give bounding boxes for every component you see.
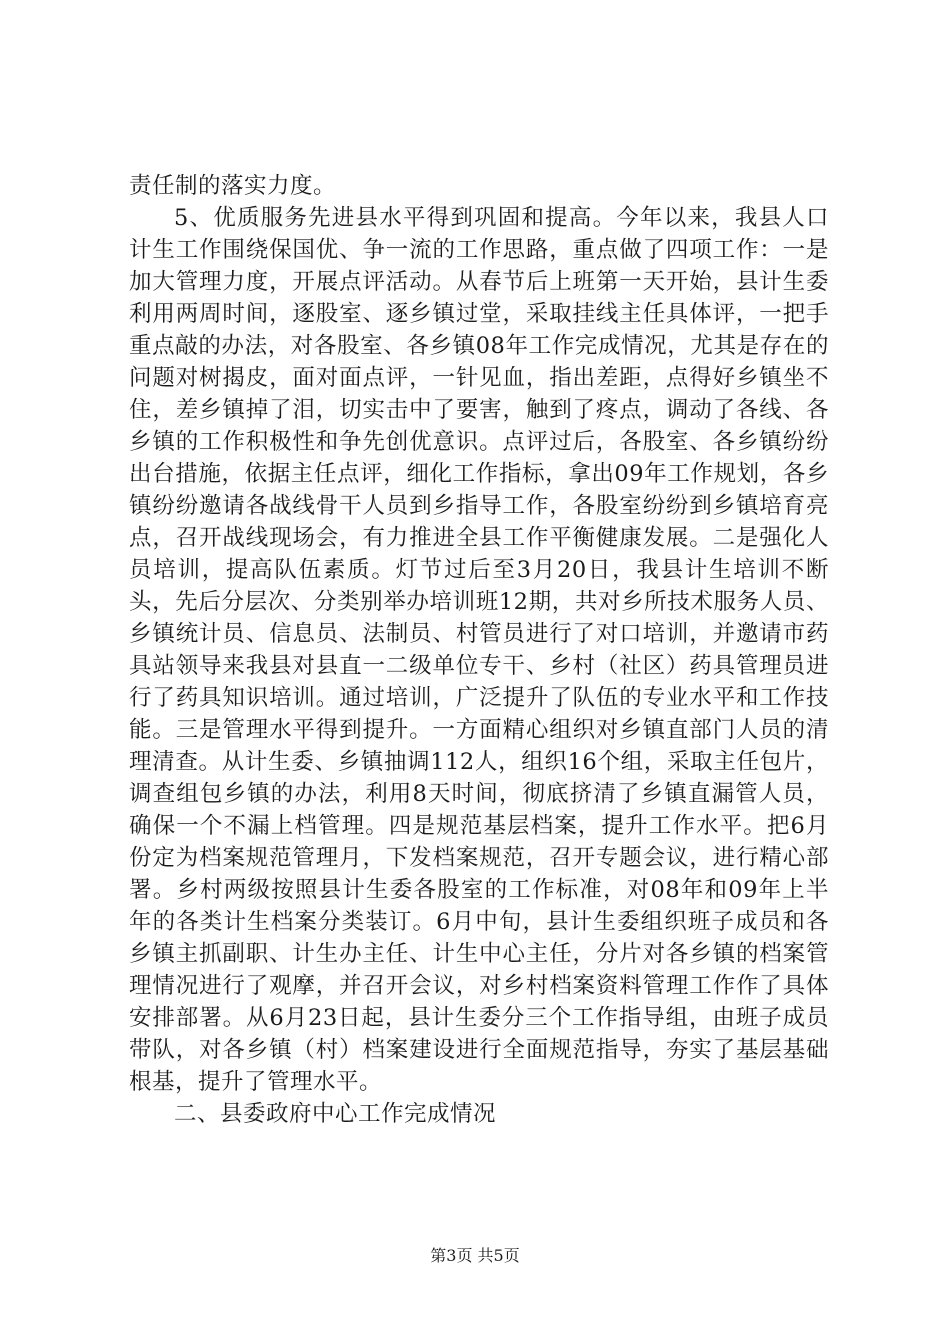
page-footer: 第3页 共5页 [430,1246,520,1265]
paragraph-service-county: 5、优质服务先进县水平得到巩固和提高。今年以来，我县人口计生工作围绕保国优、争一流的工作思路，重点做了四项工作：一是加大管理力度，开展点评活动。从春节后上班第一天开始，县计生委利用两周时间，逐股室、逐乡镇过堂，采取挂线主任具体评，一把手重点敲的办法，对各股室、各乡镇08年工作完成情况，尤其是存在的问题对树揭皮，面对面点评，一针见血，指出差距，点得好乡镇坐不住，差乡镇掉了泪，切实击中了要害，触到了疼点，调动了各线、各乡镇的工作积极性和争先创优意识。点评过后，各股室、各乡镇纷纷出台措施，依据主任点评，细化工作指标，拿出09年工作规划，各乡镇纷纷邀请各战线骨干人员到乡指导工作，各股室纷纷到乡镇培育亮点，召开战线现场会，有力推进全县工作平衡健康发展。二是强化人员培训，提高队伍素质。灯节过后至3月20日，我县计生培训不断头，先后分层次、分类别举办培训班12期，共对乡所技术服务人员、乡镇统计员、信息员、法制员、村管员进行了对口培训，并邀请市药具站领导来我县对县直一二级单位专干、乡村（社区）药具管理员进行了药具知识培训。通过培训，广泛提升了队伍的专业水平和工作技能。三是管理水平得到提升。一方面精心组织对乡镇直部门人员的清理清查。从计生委、乡镇抽调112人，组织16个组，采取主任包片，调查组包乡镇的办法，利用8天时间，彻底挤清了乡镇直漏管人员，确保一个不漏上档管理。四是规范基层档案，提升工作水平。把6月份定为档案规范管理月，下发档案规范，召开专题会议，进行精心部署。乡村两级按照县计生委各股室的工作标准，对08年和09年上半年的各类计生档案分类装订。6月中旬，县计生委组织班子成员和各乡镇主抓副职、计生办主任、计生中心主任，分片对各乡镇的档案管理情况进行了观摩，并召开会议，对乡村档案资料管理工作作了具体安排部署。从6月23日起，县计生委分三个工作指导组，由班子成员带队，对各乡镇（村）档案建设进行全面规范指导，夯实了基层基础根基，提升了管理水平。 [129,205,829,1095]
document-body [129,170,829,1130]
paragraph-continuation: 责任制的落实力度。 [129,173,337,199]
section-heading: 二、县委政府中心工作完成情况 [174,1101,497,1127]
